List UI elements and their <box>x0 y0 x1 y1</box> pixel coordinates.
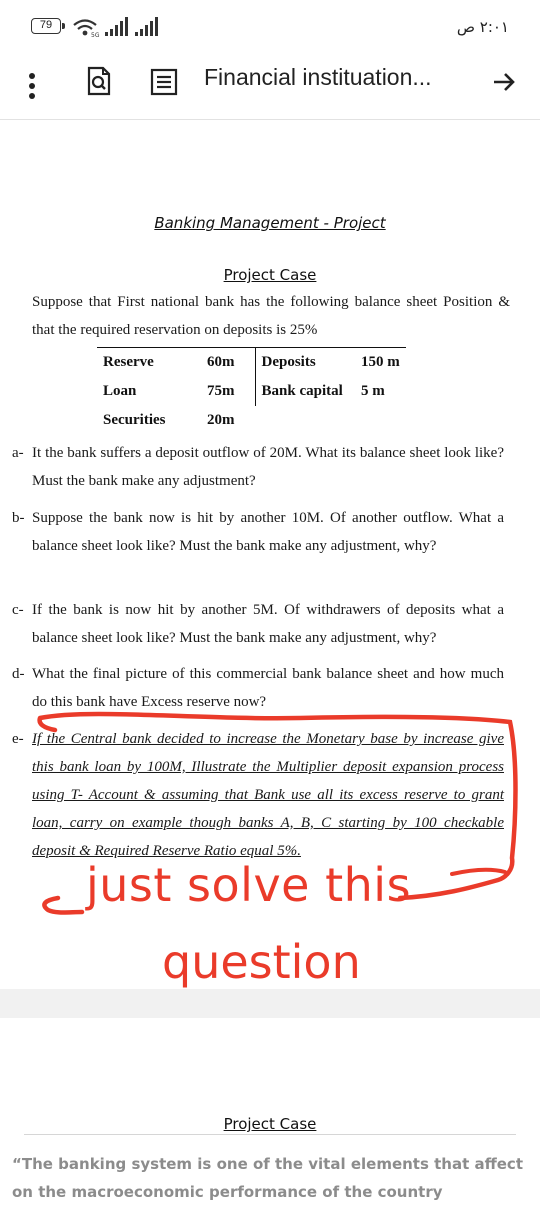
liability-value: 5 m <box>361 382 385 399</box>
question-c <box>12 596 504 652</box>
question-label: e- <box>12 731 24 747</box>
liability-name: Bank capital <box>261 382 343 399</box>
balance-sheet-table <box>97 347 406 435</box>
question-label: b- <box>12 510 25 526</box>
table-row <box>97 348 406 377</box>
next-page-case-title: Project Case <box>223 1115 317 1133</box>
question-d <box>12 660 504 716</box>
question-label: c- <box>12 602 24 618</box>
question-text: It the bank suffers a deposit outflow of 20M. What its balance sheet look like? Must the bank make any adjustment? <box>32 445 504 489</box>
battery-icon: 79 <box>31 18 61 34</box>
question-text: What the final picture of this commercial bank balance sheet and how much do this bank have Excess reserve now? <box>32 666 504 710</box>
case-title: Project Case <box>223 266 317 284</box>
question-a <box>12 439 504 495</box>
asset-name: Loan <box>103 382 137 399</box>
document-lines-icon[interactable] <box>150 68 178 96</box>
question-b <box>12 504 504 560</box>
question-label: d- <box>12 666 25 682</box>
svg-text:5G: 5G <box>91 32 100 39</box>
signal-icon <box>134 17 160 36</box>
table-row <box>97 406 406 435</box>
question-text: Suppose the bank now is hit by another 10M. Of another outflow. What a balance sheet look like? Must the bank make any adjustment, why? <box>32 510 504 554</box>
table-row <box>97 377 406 406</box>
preview-search-icon[interactable] <box>86 66 112 96</box>
liability-value: 150 m <box>355 348 406 377</box>
status-bar <box>0 0 540 50</box>
wifi-icon <box>72 17 98 37</box>
question-text: If the bank is now hit by another 5M. Of withdrawers of deposits what a balance sheet look like? Must the bank make any adjustment, why? <box>32 602 504 646</box>
document-title: Financial instituation... <box>204 64 432 90</box>
annotation-text: just solve this <box>86 858 412 912</box>
liability-value <box>355 406 406 435</box>
liability-name: Deposits <box>255 348 355 377</box>
asset-value: 20m <box>207 411 235 428</box>
arrow-forward-icon[interactable] <box>490 68 518 96</box>
signal-icon <box>104 17 130 36</box>
next-page-quote: “The banking system is one of the vital elements that affect on the macroeconomic performance of the country <box>12 1155 523 1201</box>
liability-name <box>255 406 355 435</box>
app-toolbar <box>0 50 540 120</box>
asset-name: Reserve <box>97 348 201 377</box>
divider <box>24 1134 516 1135</box>
question-e <box>12 725 504 865</box>
project-title: Banking Management - Project <box>154 214 386 232</box>
status-time: ٢:٠١ ص <box>456 18 509 36</box>
more-vert-icon[interactable] <box>22 67 42 105</box>
asset-name: Securities <box>103 411 166 428</box>
intro-paragraph: Suppose that First national bank has the following balance sheet Position & that the required reservation on deposits is 25% <box>32 294 510 338</box>
question-text: If the Central bank decided to increase the Monetary base by increase give this bank loan by 100M, Illustrate the Multiplier deposit expansion process using T- Account & assuming that Bank use all its excess reserve to grant loan, carry on example though banks A, B, C starting by 100 checkable deposit & Required Reserve Ratio equal 5%. <box>32 731 504 859</box>
annotation-text: question <box>162 935 361 989</box>
asset-value: 60m <box>201 348 255 377</box>
question-label: a- <box>12 445 24 461</box>
asset-value: 75m <box>201 377 255 406</box>
